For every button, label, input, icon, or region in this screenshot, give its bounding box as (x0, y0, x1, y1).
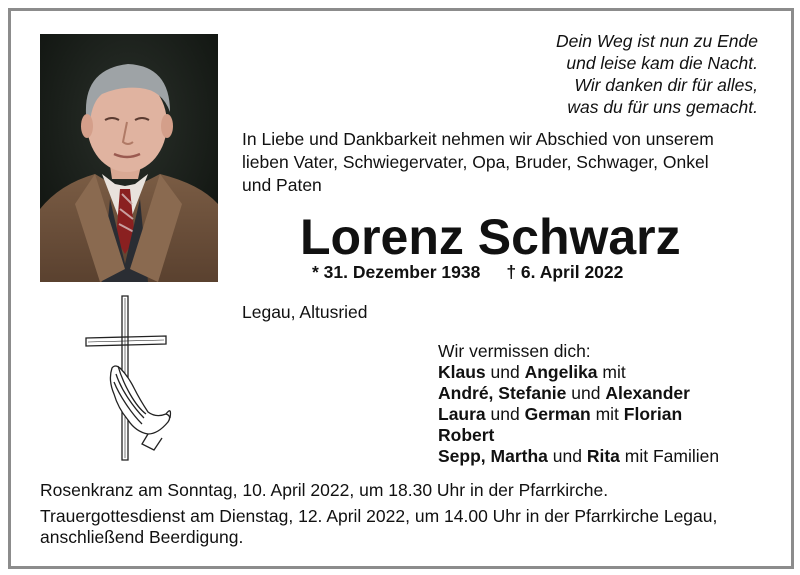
family-member: Robert (438, 425, 495, 445)
rosary-info: Rosenkranz am Sonntag, 10. April 2022, um 18.30 Uhr in der Pfarrkirche. (40, 480, 609, 500)
family-connector: mit Familien (619, 446, 720, 466)
family-member: Rita (586, 446, 620, 466)
intro-line: lieben Vater, Schwiegervater, Opa, Bruder, Schwager, Onkel (242, 152, 709, 172)
family-list (438, 341, 778, 467)
poem (500, 30, 758, 118)
poem-line: was du für uns gemacht. (567, 97, 758, 117)
family-line (438, 446, 778, 467)
family-connector: und (547, 446, 587, 466)
deceased-name: Lorenz Schwarz (300, 209, 681, 265)
family-line (438, 425, 778, 446)
family-connector: mit (597, 362, 626, 382)
family-line (438, 404, 778, 425)
birth-date: * 31. Dezember 1938 (312, 262, 481, 282)
family-member: Laura (438, 404, 486, 424)
death-date: † 6. April 2022 (506, 262, 624, 282)
poem-line: und leise kam die Nacht. (566, 53, 758, 73)
family-connector: mit (590, 404, 624, 424)
family-member: Alexander (605, 383, 690, 403)
family-member: Sepp, Martha (438, 446, 548, 466)
family-connector: und (485, 362, 525, 382)
family-member: Florian (623, 404, 683, 424)
poem-line: Wir danken dir für alles, (574, 75, 758, 95)
family-connector: und (485, 404, 525, 424)
family-line (438, 383, 778, 404)
portrait-photo (40, 34, 218, 282)
service-info (40, 480, 780, 548)
family-member: Klaus (438, 362, 486, 382)
family-member: Angelika (524, 362, 598, 382)
family-member: German (524, 404, 591, 424)
family-heading: Wir vermissen dich: (438, 341, 591, 361)
family-connector: und (566, 383, 606, 403)
funeral-info: Trauergottesdienst am Dienstag, 12. April 2022, um 14.00 Uhr in der Pfarrkirche Legau, (40, 506, 718, 526)
funeral-info-continued: anschließend Beerdigung. (40, 527, 244, 547)
hometown: Legau, Altusried (242, 302, 368, 322)
life-dates (312, 262, 712, 283)
intro-line: und Paten (242, 175, 322, 195)
intro-line: In Liebe und Dankbarkeit nehmen wir Abschied von unserem (242, 129, 714, 149)
intro-text (242, 128, 772, 197)
poem-line: Dein Weg ist nun zu Ende (555, 31, 758, 51)
family-member: André, Stefanie (438, 383, 567, 403)
family-line (438, 362, 778, 383)
cross-with-praying-hands-icon (82, 294, 178, 464)
